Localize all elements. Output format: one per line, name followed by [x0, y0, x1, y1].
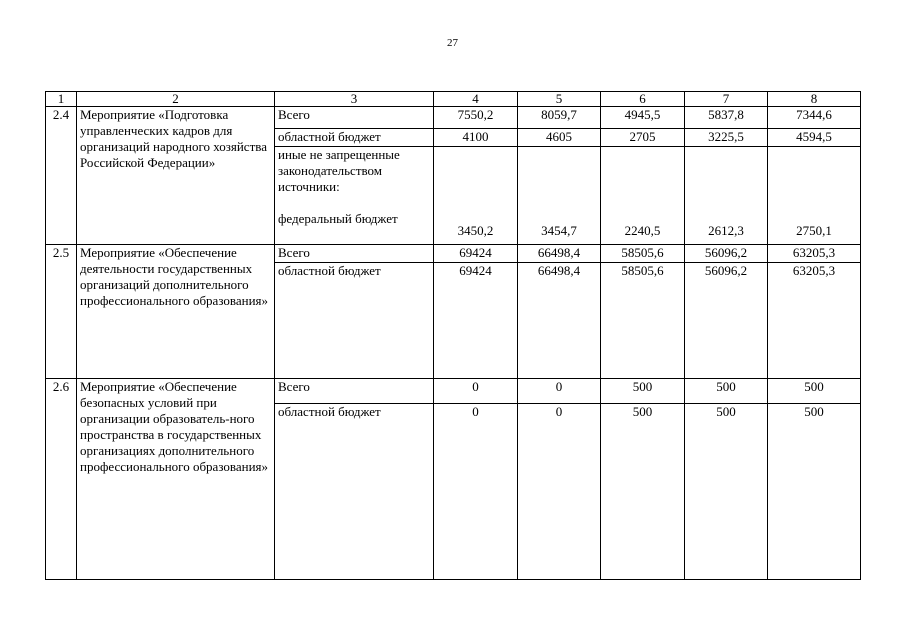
page-number: 27 — [447, 37, 458, 49]
value-cell: 3454,7 — [518, 147, 601, 245]
value-cell: 2240,5 — [601, 147, 685, 245]
value-cell: 4100 — [434, 129, 518, 147]
header-cell: 4 — [434, 92, 518, 107]
value-cell: 500 — [685, 379, 768, 404]
header-cell: 7 — [685, 92, 768, 107]
value-cell: 63205,3 — [768, 245, 861, 263]
value-cell: 56096,2 — [685, 263, 768, 379]
row-number: 2.4 — [46, 107, 77, 245]
table-row — [46, 245, 861, 263]
value-cell: 3225,5 — [685, 129, 768, 147]
value-cell: 2750,1 — [768, 147, 861, 245]
value-cell: 2705 — [601, 129, 685, 147]
value-cell: 500 — [768, 379, 861, 404]
value-cell: 0 — [518, 379, 601, 404]
activity-title: Мероприятие «Обеспечение деятельности государственных организаций дополнительного профессионального образования» — [77, 245, 275, 379]
funding-source: Всего — [275, 107, 434, 129]
row-number: 2.6 — [46, 379, 77, 580]
value-cell: 2612,3 — [685, 147, 768, 245]
value-cell: 7550,2 — [434, 107, 518, 129]
header-cell: 1 — [46, 92, 77, 107]
budget-table — [45, 91, 861, 580]
value-cell: 0 — [434, 379, 518, 404]
value-cell: 4594,5 — [768, 129, 861, 147]
funding-subsource: федеральный бюджет — [278, 211, 398, 226]
header-cell: 2 — [77, 92, 275, 107]
header-cell: 5 — [518, 92, 601, 107]
row-number: 2.5 — [46, 245, 77, 379]
header-cell: 3 — [275, 92, 434, 107]
funding-source: Всего — [275, 245, 434, 263]
value-cell: 4945,5 — [601, 107, 685, 129]
value-cell: 56096,2 — [685, 245, 768, 263]
value-cell: 63205,3 — [768, 263, 861, 379]
value-cell: 3450,2 — [434, 147, 518, 245]
header-cell: 6 — [601, 92, 685, 107]
value-cell: 500 — [685, 404, 768, 580]
value-cell: 58505,6 — [601, 245, 685, 263]
value-cell: 7344,6 — [768, 107, 861, 129]
value-cell: 58505,6 — [601, 263, 685, 379]
funding-source-cell — [275, 147, 434, 245]
value-cell: 500 — [601, 379, 685, 404]
value-cell: 0 — [434, 404, 518, 580]
value-cell: 500 — [601, 404, 685, 580]
funding-source: Всего — [275, 379, 434, 404]
funding-source: областной бюджет — [275, 263, 434, 379]
value-cell: 66498,4 — [518, 263, 601, 379]
table-row — [46, 379, 861, 404]
value-cell: 500 — [768, 404, 861, 580]
funding-source: иные не запрещенные законодательством источники: — [278, 147, 400, 194]
header-row — [46, 92, 861, 107]
value-cell: 0 — [518, 404, 601, 580]
header-cell: 8 — [768, 92, 861, 107]
activity-title: Мероприятие «Обеспечение безопасных условий при организации образователь-ного пространства в государственных организациях дополнительного профессионального образования» — [77, 379, 275, 580]
activity-title: Мероприятие «Подготовка управленческих кадров для организаций народного хозяйства Российской Федерации» — [77, 107, 275, 245]
value-cell: 66498,4 — [518, 245, 601, 263]
table-row — [46, 107, 861, 129]
value-cell: 69424 — [434, 263, 518, 379]
value-cell: 69424 — [434, 245, 518, 263]
value-cell: 8059,7 — [518, 107, 601, 129]
value-cell: 4605 — [518, 129, 601, 147]
value-cell: 5837,8 — [685, 107, 768, 129]
funding-source: областной бюджет — [275, 404, 434, 580]
funding-source: областной бюджет — [275, 129, 434, 147]
